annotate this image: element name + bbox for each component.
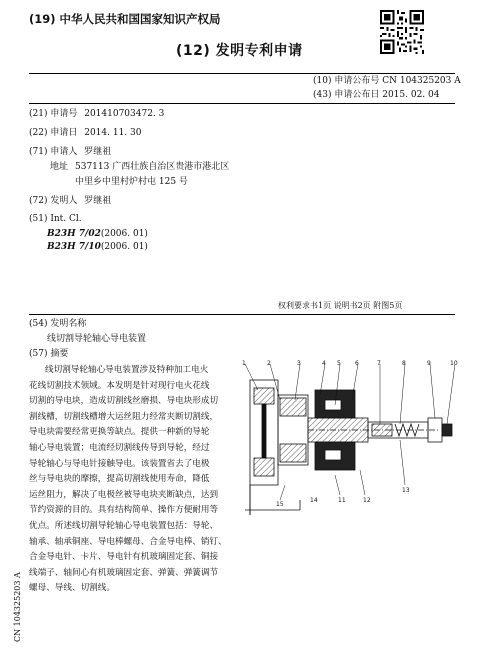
figure-label: 13 — [402, 487, 410, 494]
inventor-label: (72) 发明人 — [29, 196, 78, 206]
abstract-line: 线端子、轴间心有机玻璃固定套、弹簧、弹簧调节 — [29, 567, 219, 578]
abstract-line: 优点。所述线切割导轮轴心导电装置包括：导轮、 — [29, 520, 219, 531]
address-label: 地址 — [50, 162, 69, 172]
abstract-line: 割线槽，切割线槽增大运丝阻力经常夹断切割线， — [29, 411, 219, 422]
figure-label: 15 — [276, 501, 284, 508]
document-type: (12) 发明专利申请 — [176, 43, 303, 59]
abstract-line: 运丝阻力，解决了电极丝被导电块夹断缺点，达到 — [29, 489, 219, 500]
address-line-1: 537113 广西壮族自治区贵港市港北区 — [75, 162, 230, 172]
abstract-line: 轴承、轴承铜座、导电棒螺母、合金导电棒、销钉、 — [29, 536, 227, 547]
int-cl-label: (51) Int. Cl. — [29, 214, 82, 224]
pub-rule — [29, 103, 455, 104]
filing-date-line — [29, 127, 141, 139]
ipc-version: (2006. 01) — [100, 229, 148, 239]
office-name: (19) 中华人民共和国国家知识产权局 — [29, 12, 221, 26]
abstract-line: 线切割导轮轴心导电装置涉及特种加工电火 — [45, 365, 209, 375]
ipc-line-1 — [47, 228, 148, 240]
address-line-2: 中里乡中里村炉村屯 125 号 — [75, 177, 188, 187]
abstract-line: 合金导电针、卡片、导电针有机玻璃固定套、铜接 — [29, 552, 219, 563]
figure-label: 3 — [297, 360, 301, 367]
abstract-line: 导轮轴心与导电针接触导电。该装置省去了电极 — [29, 458, 210, 469]
ipc-code: B23H 7/10 — [47, 242, 101, 252]
applicant: 罗继祖 — [84, 147, 112, 157]
side-publication-number: CN 104325203 A — [13, 572, 22, 642]
app-number-line — [29, 108, 164, 120]
applicant-line — [29, 146, 111, 158]
qr-code-icon — [380, 10, 424, 54]
app-number: 201410703472. 3 — [84, 109, 165, 119]
pub-number-label: (10) 申请公布号 — [313, 76, 380, 86]
app-number-label: (21) 申请号 — [29, 109, 78, 119]
pub-date-line — [313, 89, 439, 101]
abstract-line: 导电块需要经常更换等缺点。提供一种新的导轮 — [29, 427, 210, 438]
pub-date-label: (43) 申请公布日 — [313, 90, 380, 100]
figure-label: 6 — [355, 360, 359, 367]
figure-label: 10 — [450, 360, 458, 367]
figure-label: 12 — [363, 497, 371, 504]
figure-label: 14 — [310, 497, 318, 504]
ipc-code: B23H 7/02 — [47, 229, 101, 239]
header-rule — [29, 73, 455, 74]
pages-rule — [29, 314, 455, 315]
figure-label: 7 — [377, 360, 381, 367]
ipc-line-2 — [47, 241, 148, 253]
abstract-line: 丝与导电块的摩擦，提高切割线使用寿命，降低 — [29, 474, 210, 485]
figure-label: 2 — [267, 360, 271, 367]
applicant-label: (71) 申请人 — [29, 147, 78, 157]
abstract-line: 螺母、导线、切割线。 — [29, 583, 115, 594]
figure-label: 4 — [322, 360, 326, 367]
abstract-line: 切割的导电块，造成切割线丝磨损、导电块形成切 — [29, 396, 219, 407]
pages-info: 权利要求书1页 说明书2页 附图5页 — [278, 301, 403, 310]
ipc-version: (2006. 01) — [100, 242, 148, 252]
inventor-line — [29, 195, 111, 207]
pub-number-line — [313, 75, 461, 87]
figure-label: 9 — [427, 360, 431, 367]
filing-date: 2014. 11. 30 — [84, 128, 142, 138]
abstract-line: 花线切割技术领域。本发明是针对现行电火花线 — [29, 380, 210, 391]
title-label: (54) 发明名称 — [29, 319, 87, 329]
figure-label: 5 — [337, 360, 341, 367]
figure-label: 11 — [338, 497, 346, 504]
abstract-line: 节约资源的目的。具有结构简单、操作方便耐用等 — [29, 505, 219, 516]
pub-date: 2015. 02. 04 — [382, 90, 440, 100]
figure-label: 8 — [402, 360, 406, 367]
abstract-text — [29, 363, 245, 597]
pub-number: CN 104325203 A — [382, 76, 461, 86]
technical-drawing — [240, 360, 470, 520]
inventor: 罗继祖 — [84, 196, 112, 206]
figure-label: 1 — [242, 360, 246, 367]
abstract-label: (57) 摘要 — [29, 349, 69, 359]
invention-title: 线切割导轮轴心导电装置 — [47, 334, 147, 344]
filing-date-label: (22) 申请日 — [29, 128, 78, 138]
abstract-line: 轴心导电装置；电流经切割线传导到导轮，经过 — [29, 442, 210, 453]
